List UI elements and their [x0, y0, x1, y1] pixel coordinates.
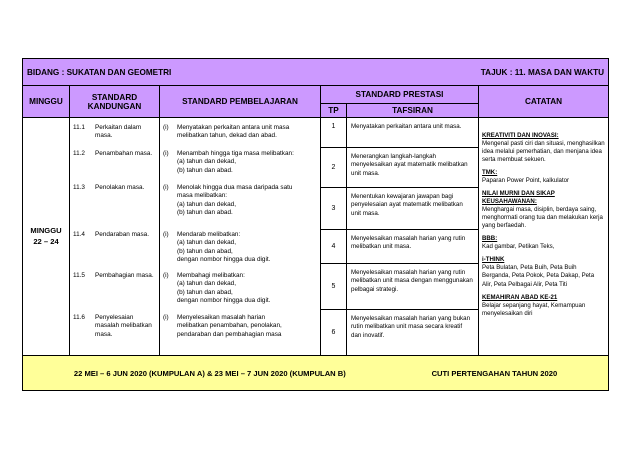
catatan-heading: NILAI MURNI DAN SIKAP KEUSAHAWANAN:: [482, 190, 555, 206]
tp-level: 4: [321, 230, 347, 264]
sk-number: 11.6: [73, 314, 85, 321]
tp-level: 1: [321, 118, 347, 148]
header-minggu: MINGGU: [23, 86, 70, 118]
tafsiran-text: Menyelesaikan masalah harian yang rutin melibatkan unit masa dengan menggunakan pelbagai strategi.: [347, 264, 479, 310]
catatan-body: Menghargai masa, disiplin, berdaya saing, menghormati orang tua dan melakukan kerja yang berfaedah.: [482, 206, 603, 230]
sp-line: (a) tahun dan dekad,: [177, 280, 236, 288]
sp-mark: (i): [163, 150, 169, 157]
tp-level: 2: [321, 148, 347, 188]
tafsiran-text: Menyatakan perkaitan antara unit masa.: [347, 118, 479, 148]
header-standard-kandungan: STANDARD KANDUNGAN: [70, 86, 160, 118]
sk-text: Penambahan masa.: [95, 150, 153, 157]
sp-line: (b) tahun dan abad,: [177, 247, 233, 255]
standard-pembelajaran-cell: [160, 118, 321, 356]
minggu-range: 22 – 24: [33, 236, 59, 246]
sp-line: (b) tahun dan abad,: [177, 288, 233, 296]
catatan-section: [482, 190, 605, 230]
tafsiran-text: Menentukan kewajaran jawapan bagi penyelesaian ayat matematik melibatkan unit masa.: [347, 188, 479, 230]
tafsiran-text: Menyelesaikan masalah harian yang rutin melibatkan unit masa.: [347, 230, 479, 264]
sp-line: pendaraban dan pembahagian masa: [177, 330, 282, 338]
sp-line: dengan nombor hingga dua digit.: [177, 296, 271, 304]
sp-mark: (i): [163, 124, 169, 131]
catatan-heading: i-THINK: [482, 256, 505, 264]
catatan-heading: KEMAHIRAN ABAD KE-21: [482, 293, 558, 301]
sp-line: Menambah hingga tiga masa melibatkan:: [177, 150, 294, 157]
sp-line: (a) tahun dan dekad,: [177, 158, 236, 166]
sp-line: melibatkan penambahan, penolakan,: [177, 322, 282, 330]
tp-level: 6: [321, 310, 347, 356]
sk-item: [73, 314, 156, 339]
sp-mark: (i): [163, 184, 169, 191]
catatan-section: [482, 256, 605, 288]
footer-dates: 22 MEI – 6 JUN 2020 (KUMPULAN A) & 23 MEI – 7 JUN 2020 (KUMPULAN B): [73, 368, 346, 378]
header-standard-pembelajaran: STANDARD PEMBELAJARAN: [160, 86, 321, 118]
sk-item: [73, 272, 156, 314]
catatan-heading: KREATIVITI DAN INOVASI:: [482, 132, 559, 139]
header-tp: TP: [321, 104, 347, 118]
tp-level: 3: [321, 188, 347, 230]
catatan-body: Paparan Power Point, kalkulator: [482, 177, 570, 185]
catatan-body: Belajar sepanjang hayat, Kemampuan menyelesaikan diri: [482, 301, 586, 317]
catatan-section: [482, 235, 605, 251]
minggu-cell: [23, 118, 70, 356]
rpt-table: [22, 58, 609, 391]
topic-banner: [23, 59, 609, 86]
sp-line: (b) tahun dan abad.: [177, 208, 233, 216]
catatan-heading: BBB:: [482, 235, 498, 243]
sp-line: Membahagi melibatkan:: [177, 272, 245, 279]
tafsiran-text: Menyelesaikan masalah harian yang bukan rutin melibatkan unit masa secara kreatif dan inovatif.: [347, 310, 479, 356]
catatan-section: [482, 294, 605, 318]
standard-kandungan-cell: [70, 118, 160, 356]
sp-line: Menyatakan perkaitan antara unit masa: [177, 124, 290, 131]
sp-item: [163, 231, 317, 272]
sk-text: Penolakan masa.: [95, 184, 145, 191]
tajuk-label: TAJUK : 11. MASA DAN WAKTU: [480, 67, 605, 77]
sk-item: [73, 184, 156, 231]
sk-text: Pembahagian masa.: [95, 272, 154, 279]
sp-line: (a) tahun dan dekad,: [177, 200, 236, 208]
sp-line: (a) tahun dan dekad,: [177, 239, 236, 247]
header-standard-prestasi: STANDARD PRESTASI: [321, 86, 479, 104]
header-tafsiran: TAFSIRAN: [347, 104, 479, 118]
sp-line: Menyelesaikan masalah harian: [177, 314, 266, 321]
catatan-body: Kad gambar, Petikan Teks,: [482, 243, 555, 251]
sp-line: Mendarab melibatkan:: [177, 231, 241, 238]
sp-item: [163, 184, 317, 231]
sk-number: 11.4: [73, 231, 85, 238]
sp-line: masa melibatkan:: [177, 192, 228, 200]
sp-mark: (i): [163, 314, 169, 321]
sp-item: [163, 150, 317, 184]
catatan-heading: TMK:: [482, 169, 498, 177]
sk-text: Pendaraban masa.: [95, 231, 150, 238]
header-row-1: [23, 86, 609, 104]
sk-number: 11.5: [73, 272, 85, 279]
sk-text: Penyelesaian masalah melibatkan masa.: [95, 314, 152, 338]
rpt-page: [22, 58, 608, 391]
sk-item: [73, 150, 156, 184]
tafsiran-text: Menerangkan langkah-langkah menyelesaikan ayat matematik melibatkan unit masa.: [347, 148, 479, 188]
sp-mark: (i): [163, 272, 169, 279]
holiday-footer: [23, 356, 609, 391]
tp-level: 5: [321, 264, 347, 310]
body-row: [23, 118, 609, 148]
catatan-section: [482, 169, 605, 185]
sp-line: dengan nombor hingga dua digit.: [177, 255, 271, 263]
sp-line: (b) tahun dan abad.: [177, 166, 233, 174]
sp-item: [163, 314, 317, 339]
sk-number: 11.2: [73, 150, 85, 157]
sp-line: Menolak hingga dua masa daripada satu: [177, 184, 293, 191]
sk-item: [73, 124, 156, 150]
bidang-label: BIDANG : SUKATAN DAN GEOMETRI: [27, 67, 172, 77]
catatan-cell: [479, 118, 609, 356]
sk-text: Perkaitan dalam masa.: [95, 124, 142, 140]
sp-item: [163, 124, 317, 150]
catatan-body: Mengenal pasti ciri dan situasi, menghasilkan idea melalui pemerhatian, dan menjana idea serta membuat sekuen.: [482, 140, 605, 164]
minggu-label: MINGGU: [30, 226, 62, 236]
sk-number: 11.1: [73, 124, 85, 131]
sk-number: 11.3: [73, 184, 85, 191]
sp-item: [163, 272, 317, 314]
sp-line: melibatkan tahun, dekad dan abad.: [177, 132, 277, 140]
catatan-section: [482, 132, 605, 164]
sk-item: [73, 231, 156, 272]
footer-holiday: CUTI PERTENGAHAN TAHUN 2020: [431, 368, 558, 378]
catatan-body: Peta Bulatan, Peta Buih, Peta Buih Berganda, Peta Pokok, Peta Dakap, Peta Alir, Peta Pelbagai Alir, Peta Titi: [482, 264, 595, 288]
header-catatan: CATATAN: [479, 86, 609, 118]
sp-mark: (i): [163, 231, 169, 238]
